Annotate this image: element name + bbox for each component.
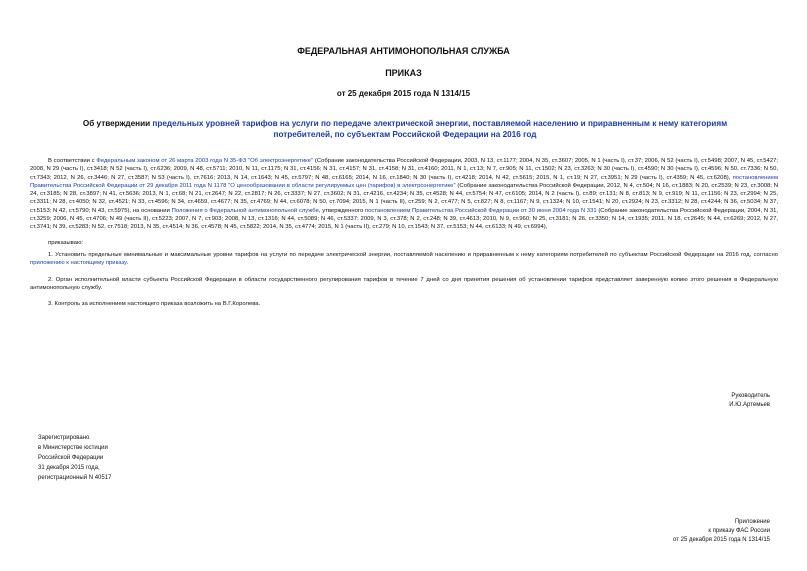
preamble-text-3: (Собрание законодательства Российской Федерации, 2012, N 4, ст.504; N 16, ст.1883; N 20, ст.2539; N 23, ст.3008; N 24, ст.3185; N 28, ст.3897; N 41, ст.5636; 2013, N 1, ст.68; N 21, ст.2647; N 22, ст.2817; N 26, ст.3337; N 27, ст.3602; N 31, ст.4216, ст.4234; N 35, ст.4528; N 44, ст.5754; N 47, ст.6105; 2014, N 2 (часть I), ст.89; ст.131; N 8, ст.813; N 9, ст.919; N 11, ст.1156; N 23, ст.2994; N 25, ст.3311; N 28, ст.4050; N 32, ст.4521; N 33, ст.4596; N 34, ст.4659, ст.4677; N 35, ст.4769; N 44, ст.6078; N 50, ст.7094; 2015, N 1 (часть II), ст.259; N 2, ст.477; N 5, ст.827; N 8, ст.1167; N 9, ст.1324; N 10, ст.1541; N 20, ст.2924; N 23, ст.3312; N 28, ст.4244; N 36, ст.5034; N 37, ст.5153; N 42, ст.5790; N 43, ст.5975), на основании: [30, 182, 778, 214]
title-link[interactable]: предельных уровней тарифов на услуги по передаче электрической энергии, поставляемой населению и приравненным к нему категориям потребителей, по субъектам Российской Федерации на 2016 год: [152, 119, 728, 139]
appendix-line-3: от 25 декабря 2015 года N 1314/15: [673, 537, 770, 543]
registration-block: [38, 433, 111, 483]
registration-line-2: в Министерстве юстиции: [38, 445, 108, 451]
appendix-block: [673, 518, 770, 545]
appendix-line-1: Приложение: [734, 519, 770, 525]
document-title: [60, 118, 750, 140]
preamble-text-2: (Собрание законодательства Российской Федерации, 2003, N 13, ст.1177; 2004, N 35, ст.3607; 2005, N 1 (часть I), ст.37; 2006, N 52 (часть I), ст.5498; 2007, N 45, ст.5427; 2008, N 29 (часть I), ст.3418; N 52 (часть I), ст.6236; 2009, N 48, ст.5711; 2010, N 11, ст.1175; N 31, ст.4156; N 31, ст.4157; N 31, ст.4158; N 31, ст.4160; 2011, N 1, ст.13; N 7, ст.905; N 11, ст.1502; N 23, ст.3263; N 30 (часть I), ст.4590; N 30 (часть I), ст.4596; N 50, ст.7336; N 50, ст.7343; 2012, N 26, ст.3446; N 27, ст.3587; N 53 (часть I), ст.7616; 2013, N 14, ст.1643; N 45, ст.5797; N 48, ст.6165; 2014, N 16, ст.1840; N 30 (часть I), ст.4218; 2014, N 42, ст.5615; 2015, N 1, ст.19; N 27, ст.3951; N 29 (часть I), ст.4359; N 45, ст.6208),: [30, 158, 779, 181]
preamble-paragraph: [30, 157, 778, 232]
government-decree-1178-link[interactable]: постановлением Правительства Российской Федерации от 29 декабря 2011 года N 1178 "О ценообразовании в области регулируемых цен (тарифов) в электроэнергетике": [30, 174, 778, 189]
registration-line-3: Российской Федерации: [38, 455, 104, 461]
document-date-number: от 25 декабря 2015 года N 1314/15: [336, 89, 471, 98]
order-item-3: 3. Контроль за исполнением настоящего приказа возложить на В.Г.Королева.: [48, 301, 261, 308]
signature-name: И.Ю.Артемьев: [729, 402, 770, 408]
federal-law-link[interactable]: Федеральным законом от 26 марта 2003 года N 35-ФЗ "Об электроэнергетике": [96, 158, 314, 164]
preamble-text-5: (Собрание законодательства Российской Федерации, 2004, N 31, ст.3259; 2006, N 45, ст.4706; N 49 (часть II), ст.5223; 2007, N 7, ст.903; 2008, N 13, ст.1316; N 44, ст.5089; N 46, ст.5337; 2009, N 3, ст.378; N 2, ст.248; N 39, ст.4613; 2010, N 9, ст.960; N 25, ст.3181; N 26, ст.3350; N 14, ст.1935; 2011, N 18, ст.2645; N 44, ст.6269; 2012, N 27, ст.3741; N 39, ст.5283; N 52, ст.7518; 2013, N 35, ст.4514; N 36, ст.4578; N 45, ст.5822; 2014, N 35, ст.4774; 2015, N 1 (часть II), ст.279; N 10, ст.1543; N 37, ст.5153; N 44, ст.6133; N 49, ст.6994),: [30, 207, 779, 231]
order-item-2: 2. Орган исполнительной власти субъекта Российской Федерации в области государственного регулирования тарифов в течение 7 дней со дня принятия решения об установлении тарифов представляет заверенную копию этого решения в Федеральную антимонопольную службу.: [30, 276, 778, 291]
preamble-text-4: , утвержденного: [318, 207, 365, 214]
item1-text-1: 1. Установить предельные минимальные и максимальные уровни тарифов на услуги по передаче электрической энергии, поставляемой населению и приравненным к нему категориям потребителей по субъектам Российской Федерации на 2016 год, согласно: [48, 251, 778, 258]
document-body: [30, 157, 778, 308]
order-word: приказываю:: [48, 239, 84, 246]
document-type-heading: ПРИКАЗ: [385, 68, 422, 78]
registration-line-1: Зарегистрировано: [38, 435, 90, 441]
registration-line-5: регистрационный N 40517: [38, 475, 112, 481]
fas-regulation-link[interactable]: Положения о Федеральной антимонопольной службе: [171, 207, 319, 214]
order-item-1: [30, 251, 778, 268]
appendix-link[interactable]: приложению к настоящему приказу: [30, 260, 127, 267]
signature-role: Руководитель: [731, 393, 770, 399]
appendix-line-2: к приказу ФАС России: [708, 528, 770, 534]
government-decree-331-link[interactable]: постановлением Правительства Российской Федерации от 30 июня 2004 года N 331: [364, 207, 597, 214]
signature-block: [729, 392, 770, 410]
registration-line-4: 31 декабря 2015 года,: [38, 465, 100, 471]
title-prefix: Об утверждении: [82, 119, 153, 128]
preamble-text-1: В соответствии с: [48, 158, 97, 164]
item1-text-2: .: [126, 260, 129, 267]
agency-heading: ФЕДЕРАЛЬНАЯ АНТИМОНОПОЛЬНАЯ СЛУЖБА: [297, 46, 510, 56]
